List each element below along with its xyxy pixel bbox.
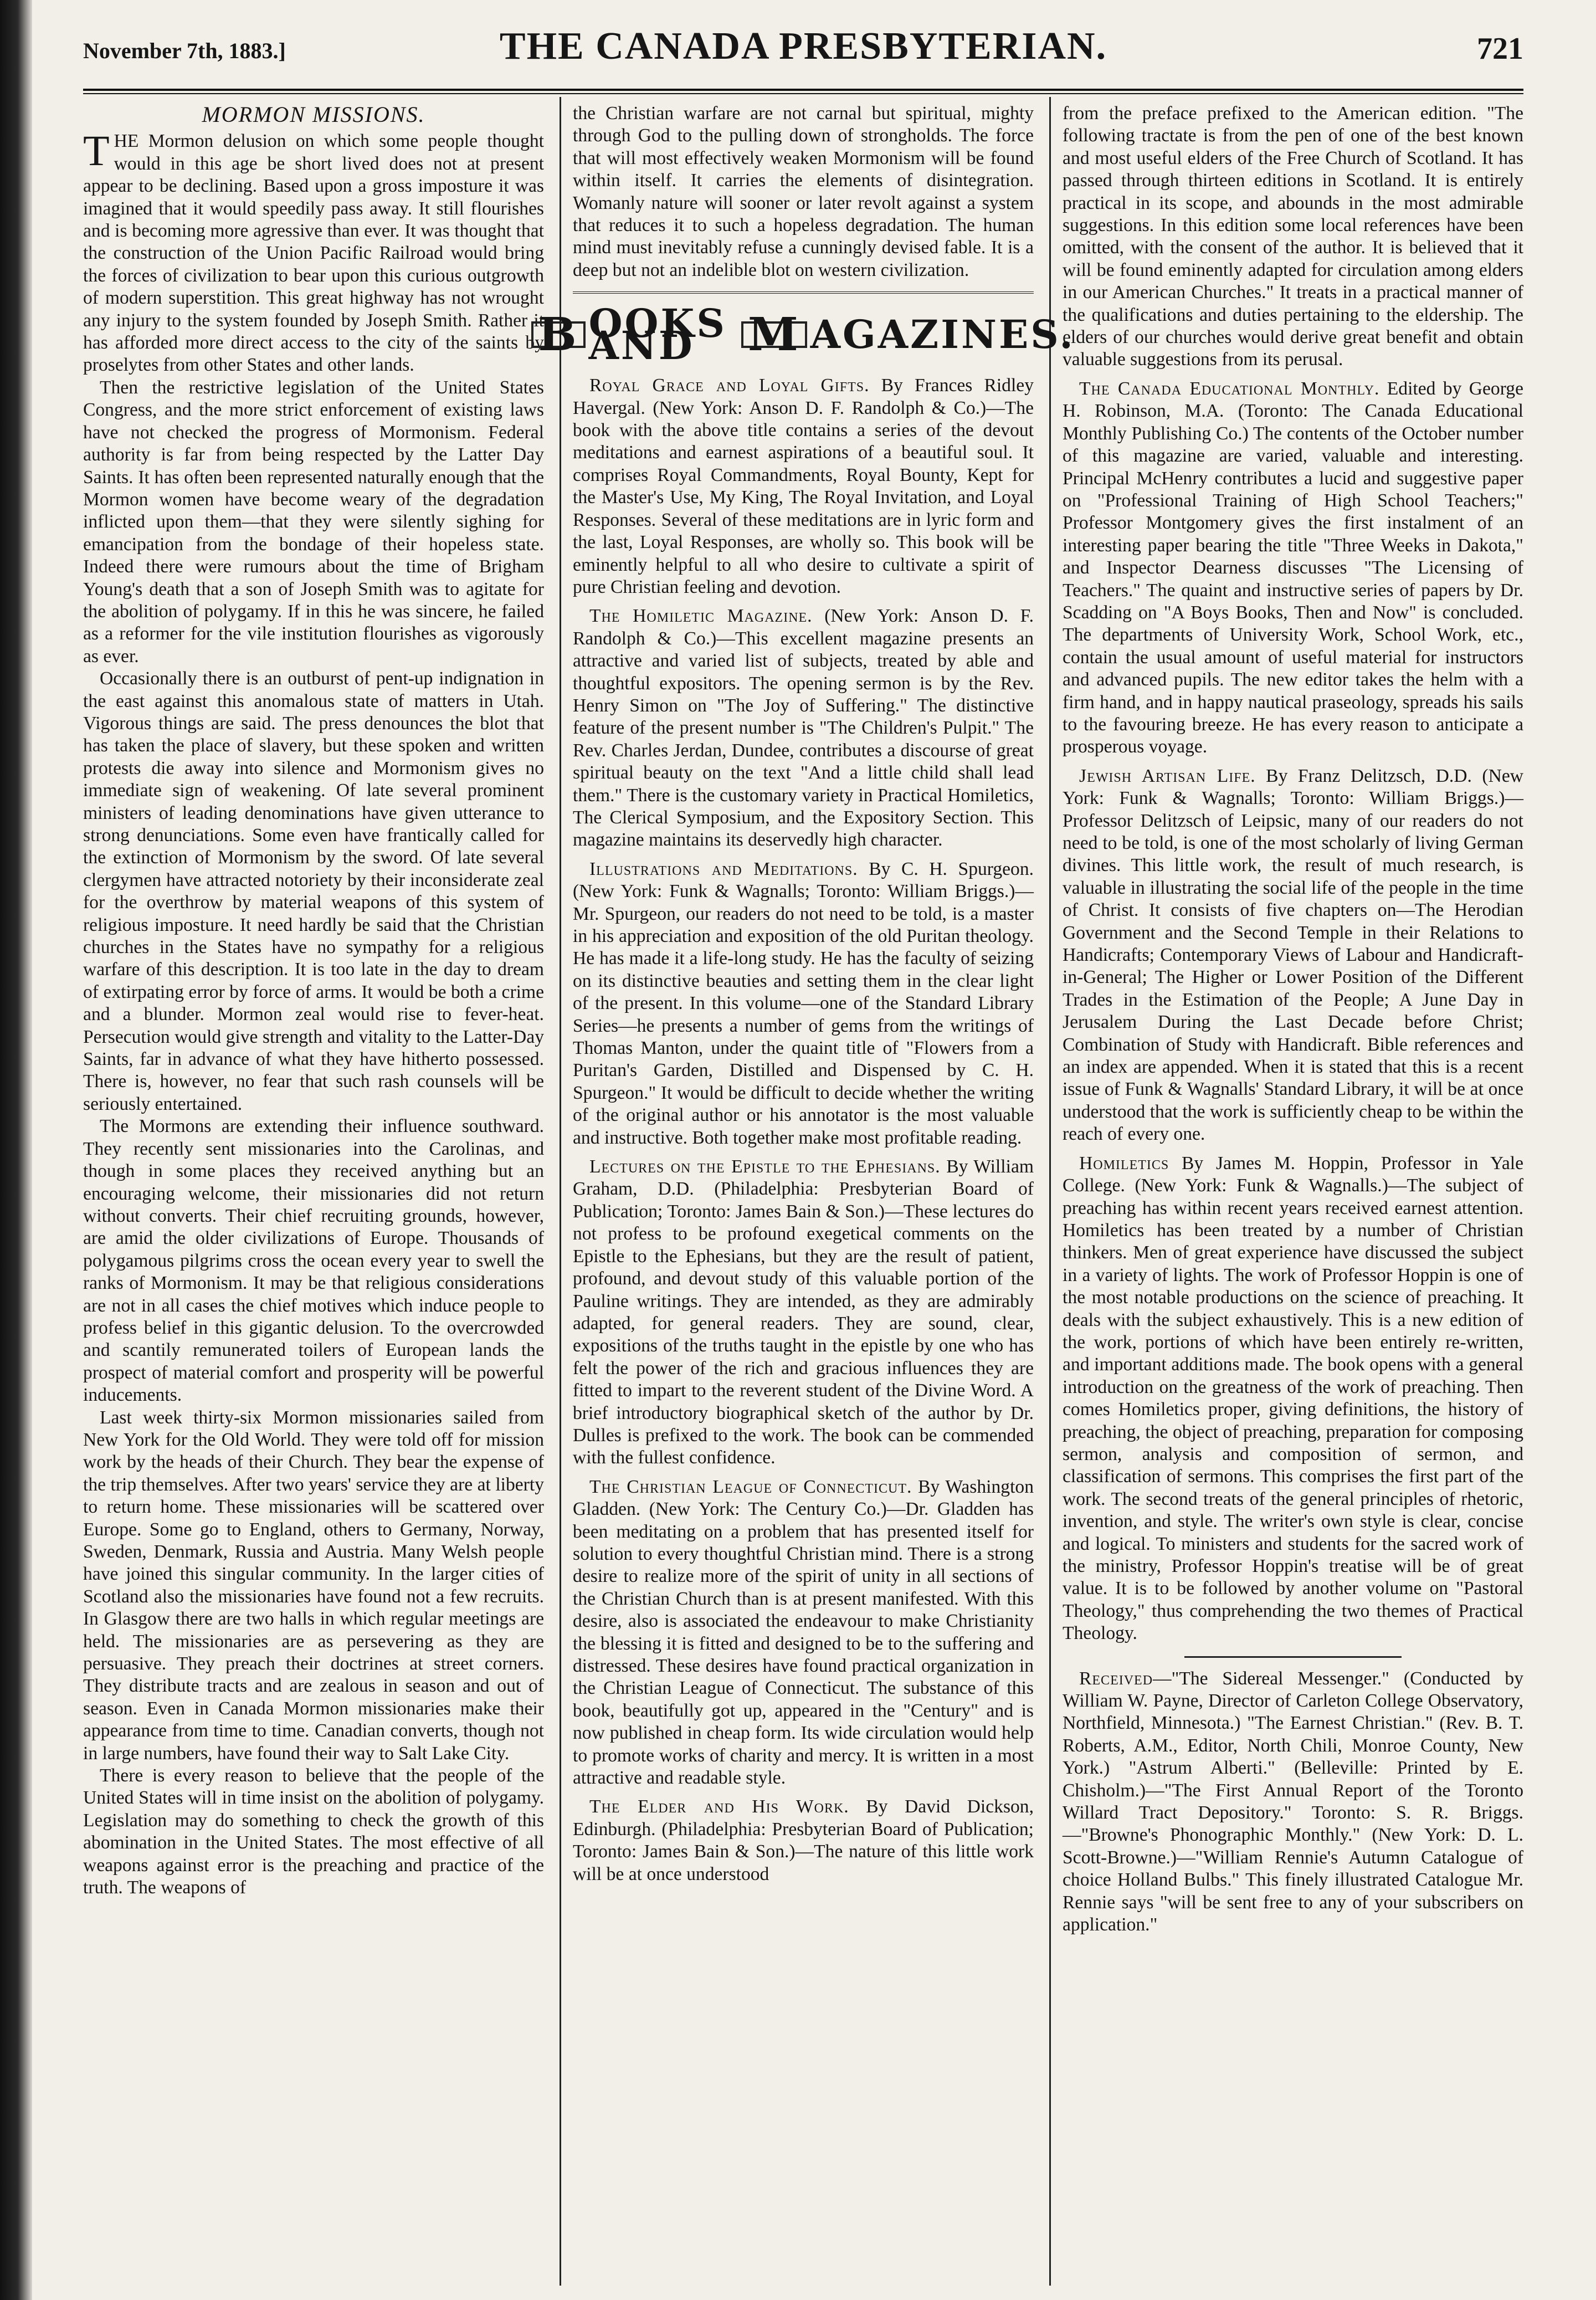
review-entry bbox=[573, 1156, 1034, 1469]
article-paragraph: There is every reason to believe that the people of the United States will in time insist on the abolition of polygamy. Legislation may do something to check the growth of this abomination in the United States. The most effective of all weapons against error is the preaching and practice of the truth. The weapons of bbox=[83, 1765, 544, 1898]
paragraph-text: HE Mormon delusion on which some people thought would in this age be short lived does not at present appear to be declining. Based upon a gross imposture it was imagined that it would speedily pass away. It still flourishes and is becoming more agressive than ever. It was thought that the construction of the Union Pacific Railroad would bring the forces of civilization to bear upon this curious outgrowth of modern superstition. This great highway has not wrought any injury to the system founded by Joseph Smith. Rather it has afforded more direct access to the city of the saints by proselytes from other States and other lands. bbox=[83, 131, 544, 376]
review-entry bbox=[1063, 1152, 1523, 1645]
review-title: Illustrations and Meditations. bbox=[589, 858, 858, 879]
review-entry bbox=[1063, 765, 1523, 1146]
article-paragraph: Occasionally there is an outburst of pent-up indignation in the east against this anomalous state of matters in Utah. Vigorous things are said. The press denounces the blot that has taken the place of slavery, but these spoken and written protests die away into silence and Mormonism gives no immediate sign of weakening. Of late several prominent ministers of leading denominations have given utterance to strong denunciations. Some even have frantically called for the extinction of Mormonism by the sword. Of late several clergymen have attracted notoriety by their inconsiderate zeal for the overthrow by material weapons of this system of religious imposture. It need hardly be said that the Christian churches in the States have no sympathy for a religious warfare of this description. It is too late in the day to dream of extirpating error by force of arms. It would be both a crime and a blunder. Mormon zeal would rise to fever-heat. Persecution would give strength and vitality to the Latter-Day Saints, far in advance of what they have hitherto possessed. There is, however, no fear that such rash counsels will be seriously entertained. bbox=[83, 668, 544, 1114]
review-body: Edited by George H. Robinson, M.A. (Toronto: The Canada Educational Monthly Publishing Co.) The contents of the October number of this magazine are varied, valuable and interesting. Principal McHenry contributes a lucid and suggestive paper on "Professional Training of High School Teachers;" Professor Montgomery gives the first instalment of an interesting paper bearing the title "Three Weeks in Dakota," and Inspector Dearness discusses "The Licensing of Teachers." The quaint and instructive series of papers by Dr. Scadding on "A Boys Books, Then and Now" is concluded. The departments of University Work, School Work, etc., contain the usual amount of useful material for instructors and advanced pupils. The new editor takes the helm with a firm hand, and in happy nautical praseology, spreads his sails to the favouring breeze. He has every reason to anticipate a prosperous voyage. bbox=[1063, 378, 1523, 757]
review-body: By Washington Gladden. (New York: The Century Co.)—Dr. Gladden has been meditating on a problem that has presented itself for solution to every thoughtful Christian mind. There is a strong desire to realize more of the spirit of unity in all sections of the Christian Church than is at present manifested. With this desire, also is associated the endeavour to make Christianity the blessing it is fitted and designed to be to the suffering and distressed. These desires have found practical organization in the Christian League of Connecticut. The substance of this book, beautifully got up, appeared in the "Century" and is now published in cheap form. Its wide circulation would help to promote works of charity and mercy. It is written in a most attractive and readable style. bbox=[573, 1476, 1034, 1789]
article-title: MORMON MISSIONS. bbox=[202, 102, 425, 127]
review-body: (New York: Anson D. F. Randolph & Co.)—This excellent magazine presents an attractive and varied list of subjects, treated by able and thoughtful expositors. The opening sermon is by the Rev. Henry Simon on "The Joy of Suffering." The distinctive feature of the present number is "The Children's Pulpit." The Rev. Charles Jerdan, Dundee, contributes a discourse of great spiritual beauty on the text "And a little child shall lead them." There is the customary variety in Practical Homiletics, The Clerical Symposium, and the Expository Section. This magazine maintains its deservedly high character. bbox=[573, 606, 1034, 851]
review-entry bbox=[573, 858, 1034, 1149]
review-title: Lectures on the Epistle to the Ephesians. bbox=[589, 1156, 941, 1177]
binding-edge bbox=[0, 0, 32, 2300]
section-initial: M bbox=[741, 321, 807, 348]
received-label: Received bbox=[1079, 1668, 1153, 1689]
review-entry bbox=[573, 1476, 1034, 1790]
section-initial: B bbox=[531, 321, 585, 348]
review-body: By Frances Ridley Havergal. (New York: Anson D. F. Randolph & Co.)—The book with the above title contains a series of the devout meditations and earnest aspirations of a beautiful soul. It comprises Royal Commandments, Royal Bounty, Kept for the Master's Use, My King, The Royal Invitation, and Loyal Responses. Several of these meditations are in lyric form and the last, Loyal Responses, are wholly so. This book will be eminently helpful to all who desire to cultivate a spirit of pure Christian feeling and devotion. bbox=[573, 375, 1034, 597]
article-paragraph: Then the restrictive legislation of the United States Congress, and the more strict enforcement of existing laws have not checked the progress of Mormonism. Federal authority is far from being respected by the Latter Day Saints. It has often been represented naturally enough that the Mormon women have become weary of the degradation inflicted upon them—that they were silently sighing for emancipation from the bondage of their hopeless state. Indeed there were rumours about the time of Brigham Young's death that a son of Joseph Smith was to agitate for the abolition of polygamy. If in this he was sincere, he failed as a reformer for the vile institution flourishes as vigorously as ever. bbox=[83, 377, 544, 667]
article-paragraph bbox=[83, 126, 544, 376]
drop-cap: T bbox=[83, 126, 110, 175]
review-continuation: from the preface prefixed to the American edition. "The following tractate is from the pen of one of the best known and most useful elders of the Free Church of Scotland. It has passed through thirteen editions in Scotland. It is entirely practical in its scope, and abounds in the most admirable suggestions. In this edition some local references have been omitted, with the consent of the author. It is believed that it will be found eminently adapted for circulation among elders in our American Churches." It treats in a practical manner of the qualifications and duties pertaining to the eldership. The elders of our churches would derive great benefit and obtain valuable suggestions from its perusal. bbox=[1063, 103, 1523, 370]
review-entry bbox=[573, 1796, 1034, 1886]
review-body: By James M. Hoppin, Professor in Yale College. (New York: Funk & Wagnalls.)—The subject of preaching has within recent years received earnest attention. Homiletics has been treated by a number of Christian thinkers. Men of great experience have discussed the subject in a variety of lights. The work of Professor Hoppin is one of the most notable productions on the science of preaching. It deals with the subject exhaustively. This is a new edition of the work, portions of which have been entirely re-written, and important additions made. The book opens with a general introduction on the greatness of the work of preaching. Then comes Homiletics proper, giving definitions, the history of preaching, the object of preaching, preparation for composing sermon, analysis and composition of sermon, and classification of sermons. This comprises the first part of the work. The second treats of the general principles of rhetoric, invention, and style. The writer's own style is clear, concise and logical. To ministers and students for the sacred work of the ministry, Professor Hoppin's treatise will be of great value. It is to be followed by another volume on "Pastoral Theology," thus comprehending the two themes of Practical Theology. bbox=[1063, 1152, 1523, 1644]
article-paragraph: Last week thirty-six Mormon missionaries sailed from New York for the Old World. They were told off for mission work by the heads of their Church. They bear the expense of the trip themselves. After two years' service they are at liberty to return home. These missionaries will be scattered over Europe. Some go to England, others to Germany, Norway, Sweden, Denmark, Russia and Austria. Many Welsh people have joined this singular community. In the larger cities of Scotland also the missionaries have found not a few recruits. In Glasgow there are two halls in which regular meetings are held. The missionaries are as persevering as they are persuasive. They preach their doctrines at street corners. They distribute tracts and are zealous in season and out of season. Even in Canada Mormon missionaries make their appearance from time to time. Canadian converts, though not in large numbers, have found their way to Salt Lake City. bbox=[83, 1407, 544, 1764]
section-word: OOKS AND bbox=[588, 300, 727, 369]
column-2 bbox=[538, 103, 1075, 2297]
review-title: Homiletics bbox=[1079, 1152, 1169, 1174]
received-body: —"The Sidereal Messenger." (Conducted by William W. Payne, Director of Carleton College Observatory, Northfield, Minnesota.) "The Earnest Christian." (Rev. B. T. Roberts, A.M., Editor, North Chili, Monroe County, New York.) "Astrum Alberti." (Belleville: Printed by E. Chisholm.)—"The First Annual Report of the Toronto Willard Tract Depository." Toronto: S. R. Briggs.—"Browne's Phonographic Monthly." (New York: D. L. Scott-Browne.)—"William Rennie's Autumn Catalogue of choice Holland Bulbs." This finely illustrated Catalogue Mr. Rennie says "will be sent free to any of your subscribers on application." bbox=[1063, 1668, 1523, 1935]
review-body: By Franz Delitzsch, D.D. (New York: Funk & Wagnalls; Toronto: William Briggs.)—Professor Delitzsch of Leipsic, many of our readers do not need to be told, is one of the most scholarly of living German divines. This little work, the result of much research, is valuable in illustrating the social life of the people in the time of Christ. It consists of five chapters on—The Herodian Government and the Second Temple in their Relations to Handicrafts; Contemporary Views of Labour and Handicraft-in-General; The Higher or Lower Position of the Different Trades in the Estimation of the People; A June Day in Jerusalem During the Last Decade before Christ; Combination of Study with Handicraft. Bible references and an index are appended. When it is stated that this is a recent issue of Funk & Wagnalls' Standard Library, it will be at once understood that the work is sufficiently cheap to be within the reach of every one. bbox=[1063, 765, 1523, 1145]
received-separator bbox=[1184, 1656, 1402, 1658]
review-body: By C. H. Spurgeon. (New York: Funk & Wagnalls; Toronto: William Briggs.)—Mr. Spurgeon, our readers do not need to be told, is a master in his appreciation and exposition of the old Puritan theology. He has made it a life-long study. He has the faculty of seizing on its distinctive beauties and setting them in the clear light of the present. In this volume—one of the Standard Library Series—he presents a number of gems from the writings of Thomas Manton, under the quaint title of "Flowers from a Puritan's Garden, Distilled and Dispensed by C. H. Spurgeon." It would be difficult to decide whether the writing of the original author or his annotator is the most valuable and instructive. Both together make most profitable reading. bbox=[573, 858, 1034, 1148]
masthead-title: THE CANADA PRESBYTERIAN. bbox=[499, 25, 1107, 68]
review-entry bbox=[1063, 378, 1523, 759]
review-title: The Christian League of Connecticut. bbox=[589, 1476, 912, 1497]
header-rule-thin bbox=[83, 93, 1523, 94]
review-title: The Elder and His Work. bbox=[589, 1796, 849, 1817]
review-body: By William Graham, D.D. (Philadelphia: Presbyterian Board of Publication; Toronto: James Bain & Son.)—These lectures do not profess to be profound exegetical comments on the Epistle to the Ephesians, but they are the result of patient, profound, and devout study of this valuable portion of the Pauline writings. They are intended, as they are admirably adapted, for general readers. They are sound, clear, expositions of the truths taught in the epistle by one who has felt the power of the rich and gracious influences they are fitted to impart to the reverent student of the Divine Word. A brief introductory biographical sketch of the author by Dr. Dulles is prefixed to the work. The book can be commended with the fullest confidence. bbox=[573, 1156, 1034, 1468]
page-number: 721 bbox=[1477, 32, 1523, 66]
column-divider-2 bbox=[1049, 97, 1051, 2286]
column-1 bbox=[83, 103, 544, 2297]
review-entry bbox=[573, 375, 1034, 598]
section-word: AGAZINES. bbox=[810, 311, 1075, 358]
review-title: The Canada Educational Monthly. bbox=[1079, 378, 1380, 399]
header-rule bbox=[83, 89, 1523, 91]
section-heading-books-and-magazines bbox=[538, 300, 1075, 369]
review-title: The Homiletic Magazine. bbox=[589, 606, 813, 627]
review-entry bbox=[573, 605, 1034, 851]
review-title: Jewish Artisan Life. bbox=[1079, 765, 1256, 786]
received-list bbox=[1063, 1668, 1523, 1937]
article-paragraph: The Mormons are extending their influence southward. They recently sent missionaries into the Carolinas, and though in some places they received anything but an encouraging welcome, their missionaries did not return without converts. Their chief recruiting grounds, however, are amid the older civilizations of Europe. Thousands of polygamous pilgrims cross the ocean every year to swell the ranks of Mormonism. It may be that religious considerations are not in all cases the chief motives which induce people to profess belief in this gigantic delusion. To the overcrowded and scantily remunerated toilers of European lands the prospect of material comfort and prosperity will be powerful inducements. bbox=[83, 1116, 544, 1406]
column-3 bbox=[1063, 103, 1523, 2297]
review-body: By David Dickson, Edinburgh. (Philadelphia: Presbyterian Board of Publication; Toronto: James Bain & Son.)—The nature of this little work will be at once understood bbox=[573, 1796, 1034, 1884]
section-separator bbox=[573, 291, 1034, 294]
page-header bbox=[83, 21, 1523, 82]
review-title: Royal Grace and Loyal Gifts. bbox=[589, 375, 870, 396]
article-continuation: the Christian warfare are not carnal but spiritual, mighty through God to the pulling down of strongholds. The force that will most effectively weaken Mormonism will be found within itself. It carries the elements of disintegration. Womanly nature will sooner or later revolt against a system that reduces it to such a hopeless degradation. The human mind must inevitably refuse a cunningly devised fable. It is a deep but not an indelible blot on western civilization. bbox=[573, 103, 1034, 280]
issue-date: November 7th, 1883.] bbox=[83, 38, 286, 63]
column-divider-1 bbox=[560, 97, 561, 2286]
